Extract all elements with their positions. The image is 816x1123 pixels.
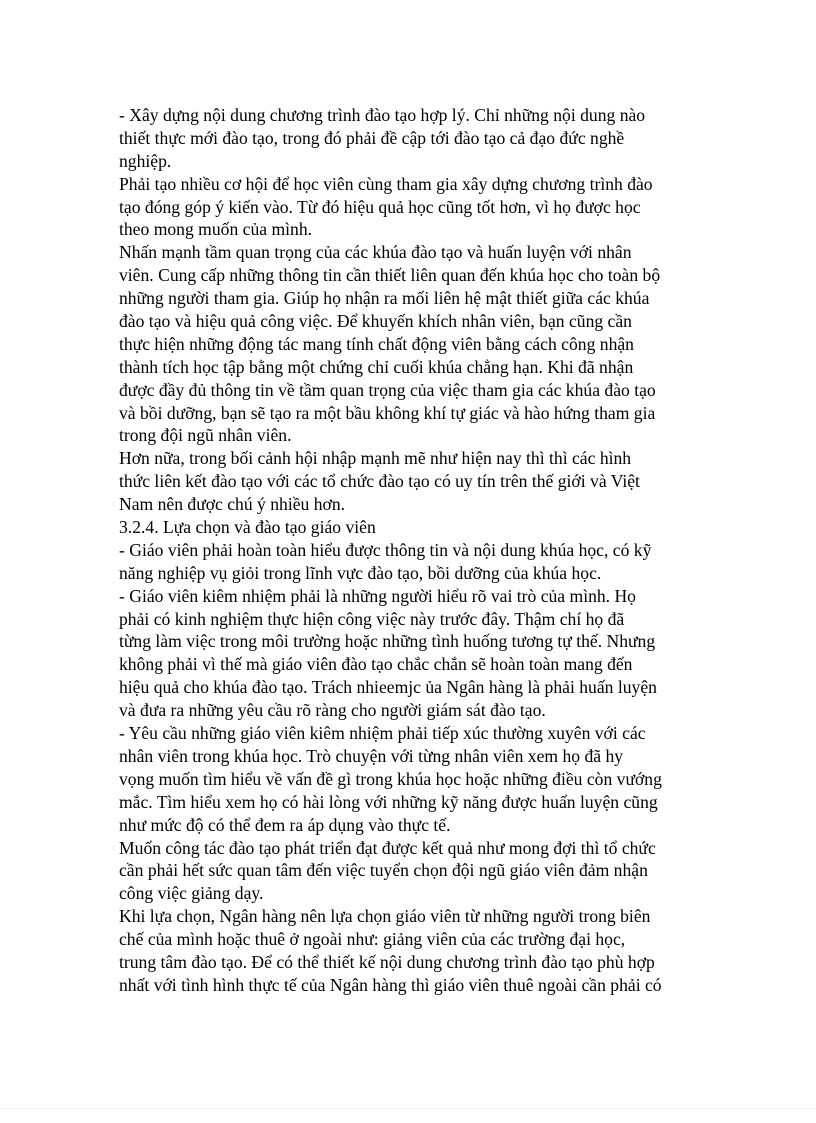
text-line: từng làm việc trong môi trường hoặc những tình huống tương tự thế. Nhưng bbox=[119, 631, 656, 652]
text-line: - Xây dựng nội dung chương trình đào tạo hợp lý. Chỉ những nội dung nào bbox=[119, 105, 646, 125]
text-line: - Yêu cầu những giáo viên kiêm nhiệm phải tiếp xúc thường xuyên với các bbox=[119, 723, 646, 744]
text-line: Nam nên được chú ý nhiều hơn. bbox=[119, 494, 346, 515]
text-line: năng nghiệp vụ giỏi trong lĩnh vực đào tạo, bồi dưỡng của khúa học. bbox=[119, 562, 602, 583]
text-line: thành tích học tập bằng một chứng chỉ cuối khúa chẳng hạn. Khi đã nhận bbox=[119, 356, 634, 377]
text-line: trong đội ngũ nhân viên. bbox=[119, 425, 292, 446]
text-line: Phải tạo nhiều cơ hội để học viên cùng tham gia xây dựng chương trình đào bbox=[119, 173, 653, 194]
text-line: như mức độ có thể đem ra áp dụng vào thực tế. bbox=[119, 814, 451, 835]
text-line: mắc. Tìm hiểu xem họ có hài lòng với những kỹ năng được huấn luyện cũng bbox=[119, 791, 658, 812]
text-line: chế của mình hoặc thuê ở ngoài như: giảng viên của các trường đại học, bbox=[119, 929, 626, 950]
text-line: và bồi dưỡng, bạn sẽ tạo ra một bầu không khí tự giác và hào hứng tham gia bbox=[119, 402, 656, 423]
text-line: nghiệp. bbox=[119, 150, 172, 171]
text-line: tạo đóng góp ý kiến vào. Từ đó hiệu quả học cũng tốt hơn, vì họ được học bbox=[119, 196, 641, 217]
text-line: được đầy đủ thông tin về tầm quan trọng của việc tham gia các khúa đào tạo bbox=[119, 379, 656, 400]
text-line: phải có kinh nghiệm thực hiện công việc này trước đây. Thậm chí họ đã bbox=[119, 608, 625, 629]
text-line: Nhấn mạnh tầm quan trọng của các khúa đào tạo và huấn luyện với nhân bbox=[119, 242, 632, 263]
section-heading: 3.2.4. Lựa chọn và đào tạo giáo viên bbox=[119, 517, 376, 538]
text-line: Muốn công tác đào tạo phát triển đạt được kết quả như mong đợi thì tổ chức bbox=[119, 837, 656, 858]
text-line: theo mong muốn của mình. bbox=[119, 219, 313, 240]
text-line: nhất với tình hình thực tế của Ngân hàng thì giáo viên thuê ngoài cần phải có bbox=[119, 974, 662, 995]
text-line: trung tâm đào tạo. Để có thể thiết kế nội dung chương trình đào tạo phù hợp bbox=[119, 951, 655, 972]
text-line: không phải vì thế mà giáo viên đào tạo chắc chắn sẽ hoàn toàn mang đến bbox=[119, 654, 633, 675]
text-line: - Giáo viên kiêm nhiệm phải là những người hiểu rõ vai trò của mình. Họ bbox=[119, 585, 636, 606]
text-line: công việc giảng dạy. bbox=[119, 883, 264, 904]
text-line: cần phải hết sức quan tâm đến việc tuyển chọn đội ngũ giáo viên đảm nhận bbox=[119, 860, 648, 881]
page-bottom-divider bbox=[0, 1108, 816, 1109]
text-line: đào tạo và hiệu quả công việc. Để khuyến khích nhân viên, bạn cũng cần bbox=[119, 311, 632, 332]
text-line: Khi lựa chọn, Ngân hàng nên lựa chọn giáo viên từ những người trong biên bbox=[119, 906, 651, 927]
text-line: thiết thực mới đào tạo, trong đó phải đề cập tới đào tạo cả đạo đức nghề bbox=[119, 127, 625, 148]
text-line: Hơn nữa, trong bối cảnh hội nhập mạnh mẽ như hiện nay thì thì các hình bbox=[119, 448, 632, 469]
text-line: nhân viên trong khúa học. Trò chuyện với từng nhân viên xem họ đã hy bbox=[119, 745, 624, 766]
text-line: - Giáo viên phải hoàn toàn hiểu được thông tin và nội dung khúa học, có kỹ bbox=[119, 539, 652, 560]
document-body bbox=[119, 104, 704, 997]
text-line: hiệu quả cho khúa đào tạo. Trách nhieemjc ủa Ngân hàng là phải huấn luyện bbox=[119, 677, 657, 698]
text-line: thức liên kết đào tạo với các tổ chức đào tạo có uy tín trên thế giới và Việt bbox=[119, 471, 640, 492]
text-line: những người tham gia. Giúp họ nhận ra mối liên hệ mật thiết giữa các khúa bbox=[119, 288, 650, 309]
text-line: viên. Cung cấp những thông tin cần thiết liên quan đến khúa học cho toàn bộ bbox=[119, 265, 661, 286]
text-line: và đưa ra những yêu cầu rõ ràng cho người giám sát đào tạo. bbox=[119, 700, 546, 721]
text-line: vọng muốn tìm hiểu về vấn đề gì trong khúa học hoặc những điều còn vướng bbox=[119, 768, 662, 789]
text-line: thực hiện những động tác mang tính chất động viên bằng cách công nhận bbox=[119, 333, 634, 354]
